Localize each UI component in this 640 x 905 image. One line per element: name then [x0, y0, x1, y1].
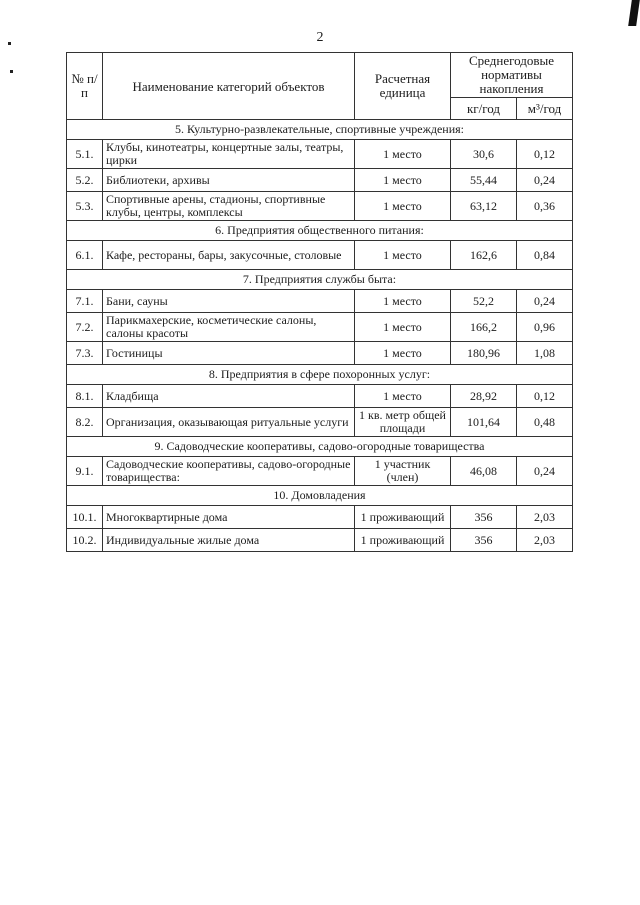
cell-m3: 0,24: [517, 290, 573, 313]
cell-m3: 0,48: [517, 408, 573, 437]
cell-kg: 356: [451, 529, 517, 552]
cell-name: Организация, оказывающая ритуальные услуги: [103, 408, 355, 437]
table-row: [67, 290, 573, 313]
cell-m3: 2,03: [517, 506, 573, 529]
section-row: [67, 221, 573, 241]
scan-mark: [8, 42, 11, 45]
cell-unit: 1 место: [355, 313, 451, 342]
cell-kg: 162,6: [451, 241, 517, 270]
cell-unit: 1 участник (член): [355, 457, 451, 486]
section-title: 5. Культурно-развлекательные, спортивные учреждения:: [67, 120, 573, 140]
table-row: [67, 140, 573, 169]
table-row: [67, 169, 573, 192]
header-m3: м³/год: [517, 98, 573, 120]
section-title: 7. Предприятия службы быта:: [67, 270, 573, 290]
cell-num: 10.1.: [67, 506, 103, 529]
table-row: [67, 457, 573, 486]
cell-kg: 55,44: [451, 169, 517, 192]
cell-unit: 1 место: [355, 192, 451, 221]
cell-m3: 0,12: [517, 140, 573, 169]
cell-kg: 63,12: [451, 192, 517, 221]
cell-kg: 28,92: [451, 385, 517, 408]
cell-m3: 1,08: [517, 342, 573, 365]
cell-num: 7.1.: [67, 290, 103, 313]
cell-unit: 1 проживающий: [355, 506, 451, 529]
table-row: [67, 408, 573, 437]
table-body: [67, 120, 573, 552]
cell-m3: 0,84: [517, 241, 573, 270]
cell-num: 5.3.: [67, 192, 103, 221]
cell-kg: 180,96: [451, 342, 517, 365]
table-header: [67, 53, 573, 120]
cell-num: 8.1.: [67, 385, 103, 408]
section-title: 9. Садоводческие кооперативы, садово-огородные товарищества: [67, 437, 573, 457]
cell-num: 5.1.: [67, 140, 103, 169]
cell-name: Многоквартирные дома: [103, 506, 355, 529]
header-unit: Расчетная единица: [355, 53, 451, 120]
cell-name: Парикмахерские, косметические салоны, салоны красоты: [103, 313, 355, 342]
section-title: 10. Домовладения: [67, 486, 573, 506]
cell-unit: 1 проживающий: [355, 529, 451, 552]
cell-unit: 1 место: [355, 290, 451, 313]
header-norms: Среднегодовые нормативы накопления: [451, 53, 573, 98]
section-row: [67, 486, 573, 506]
cell-m3: 0,96: [517, 313, 573, 342]
scan-mark: [10, 70, 13, 73]
cell-kg: 52,2: [451, 290, 517, 313]
table-row: [67, 192, 573, 221]
cell-m3: 0,12: [517, 385, 573, 408]
table-row: [67, 385, 573, 408]
cell-num: 7.2.: [67, 313, 103, 342]
section-row: [67, 437, 573, 457]
section-title: 6. Предприятия общественного питания:: [67, 221, 573, 241]
cell-name: Бани, сауны: [103, 290, 355, 313]
table-row: [67, 506, 573, 529]
cell-unit: 1 место: [355, 140, 451, 169]
cell-name: Индивидуальные жилые дома: [103, 529, 355, 552]
scan-mark: [628, 0, 640, 26]
cell-kg: 46,08: [451, 457, 517, 486]
section-title: 8. Предприятия в сфере похоронных услуг:: [67, 365, 573, 385]
cell-name: Садоводческие кооперативы, садово-огородные товарищества:: [103, 457, 355, 486]
cell-num: 10.2.: [67, 529, 103, 552]
norms-table: [66, 52, 573, 552]
section-row: [67, 120, 573, 140]
header-name: Наименование категорий объектов: [103, 53, 355, 120]
cell-num: 9.1.: [67, 457, 103, 486]
cell-unit: 1 место: [355, 385, 451, 408]
cell-num: 8.2.: [67, 408, 103, 437]
cell-num: 6.1.: [67, 241, 103, 270]
table-row: [67, 241, 573, 270]
cell-unit: 1 место: [355, 342, 451, 365]
cell-unit: 1 место: [355, 241, 451, 270]
page-number: 2: [316, 30, 324, 45]
table-row: [67, 529, 573, 552]
cell-unit: 1 место: [355, 169, 451, 192]
cell-m3: 2,03: [517, 529, 573, 552]
cell-kg: 166,2: [451, 313, 517, 342]
table-row: [67, 342, 573, 365]
header-kg: кг/год: [451, 98, 517, 120]
cell-name: Спортивные арены, стадионы, спортивные клубы, центры, комплексы: [103, 192, 355, 221]
cell-name: Клубы, кинотеатры, концертные залы, театры, цирки: [103, 140, 355, 169]
cell-m3: 0,24: [517, 457, 573, 486]
cell-kg: 356: [451, 506, 517, 529]
cell-name: Библиотеки, архивы: [103, 169, 355, 192]
cell-num: 5.2.: [67, 169, 103, 192]
cell-name: Кладбища: [103, 385, 355, 408]
cell-m3: 0,36: [517, 192, 573, 221]
cell-name: Кафе, рестораны, бары, закусочные, столовые: [103, 241, 355, 270]
cell-num: 7.3.: [67, 342, 103, 365]
table-row: [67, 313, 573, 342]
cell-name: Гостиницы: [103, 342, 355, 365]
section-row: [67, 365, 573, 385]
cell-m3: 0,24: [517, 169, 573, 192]
cell-unit: 1 кв. метр общей площади: [355, 408, 451, 437]
section-row: [67, 270, 573, 290]
cell-kg: 101,64: [451, 408, 517, 437]
cell-kg: 30,6: [451, 140, 517, 169]
header-num: № п/п: [67, 53, 103, 120]
